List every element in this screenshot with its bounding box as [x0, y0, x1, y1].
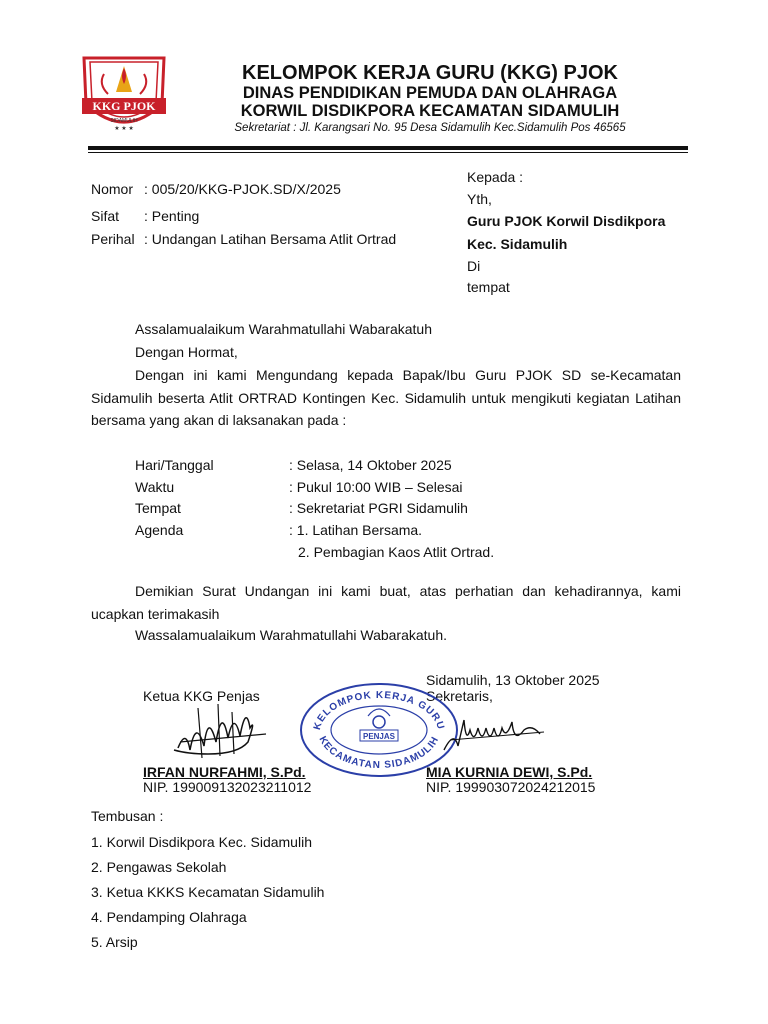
letterhead-rule-thin	[88, 152, 688, 153]
letterhead-title: KELOMPOK KERJA GURU (KKG) PJOK	[242, 62, 618, 84]
recipient-di: Di	[467, 258, 481, 274]
detail-agenda-1: : 1. Latihan Bersama.	[289, 522, 423, 538]
tembusan-item: 5. Arsip	[91, 934, 138, 950]
right-signer-name: MIA KURNIA DEWI, S.Pd.	[426, 764, 593, 780]
detail-agenda-label: Agenda	[135, 522, 184, 538]
letterhead-address: Sekretariat : Jl. Karangsari No. 95 Desa Sidamulih Kec.Sidamulih Pos 46565	[234, 122, 626, 134]
left-signer-nip: NIP. 199009132023211012	[143, 779, 312, 795]
detail-hari-label: Hari/Tanggal	[135, 457, 214, 473]
nomor-label: Nomor	[91, 181, 134, 197]
letterhead-line-3: KORWIL DISDIKPORA KECAMATAN SIDAMULIH	[240, 102, 620, 120]
tembusan-title: Tembusan :	[91, 808, 164, 824]
stamp-bottom-text: KECAMATAN SIDAMULIH	[316, 734, 442, 772]
tembusan-item: 1. Korwil Disdikpora Kec. Sidamulih	[91, 834, 312, 850]
letterhead-rule-thick	[88, 146, 688, 150]
tembusan-item: 3. Ketua KKKS Kecamatan Sidamulih	[91, 884, 325, 900]
recipient-tempat: tempat	[467, 279, 510, 295]
detail-tempat-label: Tempat	[135, 500, 181, 516]
logo-subtext: SIDAMULIH	[110, 118, 138, 124]
body-paragraph-1: Dengan ini kami Mengundang kepada Bapak/Ibu Guru PJOK SD se-Kecamatan Sidamulih beserta Atlit ORTRAD Kontingen Kec. Sidamulih untuk mengikuti kegiatan Latihan bersama yang akan di laksanakan pada :	[91, 367, 681, 428]
recipient-name-1: Guru PJOK Korwil Disdikpora	[467, 213, 666, 229]
detail-hari-value: : Selasa, 14 Oktober 2025	[289, 457, 452, 473]
right-signature	[440, 700, 550, 760]
perihal-value: : Undangan Latihan Bersama Atlit Ortrad	[144, 231, 397, 247]
detail-waktu-label: Waktu	[135, 479, 175, 495]
sifat-label: Sifat	[91, 208, 120, 224]
tembusan-item: 2. Pengawas Sekolah	[91, 859, 227, 875]
recipient-kepada: Kepada :	[467, 169, 524, 185]
greeting-hormat: Dengan Hormat,	[135, 344, 238, 360]
nomor-value: : 005/20/KKG-PJOK.SD/X/2025	[144, 181, 341, 197]
sifat-value: : Penting	[144, 208, 200, 224]
recipient-yth: Yth,	[467, 191, 492, 207]
closing-paragraph: Demikian Surat Undangan ini kami buat, atas perhatian dan kehadirannya, kami ucapkan terimakasih	[91, 583, 681, 622]
perihal-label: Perihal	[91, 231, 135, 247]
stamp-top-text: KELOMPOK KERJA GURU	[311, 689, 447, 732]
kkg-pjok-logo	[78, 48, 170, 138]
place-date: Sidamulih, 13 Oktober 2025	[426, 672, 600, 688]
detail-waktu-value: : Pukul 10:00 WIB – Selesai	[289, 479, 463, 495]
closing-wassalam: Wassalamualaikum Warahmatullahi Wabarakatuh.	[135, 627, 448, 643]
left-signer-name: IRFAN NURFAHMI, S.Pd.	[143, 764, 306, 780]
greeting-salam: Assalamualaikum Warahmatullahi Wabarakatuh	[135, 321, 432, 337]
right-signer-nip: NIP. 199903072024212015	[426, 779, 596, 795]
stamp-center-text: PENJAS	[362, 732, 396, 741]
detail-tempat-value: : Sekretariat PGRI Sidamulih	[289, 500, 468, 516]
recipient-name-2: Kec. Sidamulih	[467, 236, 568, 252]
logo-text: KKG PJOK	[92, 99, 156, 113]
tembusan-item: 4. Pendamping Olahraga	[91, 909, 247, 925]
left-signer-role: Ketua KKG Penjas	[143, 688, 260, 704]
left-signature	[168, 698, 278, 764]
svg-text:★ ★ ★: ★ ★ ★	[114, 126, 134, 132]
right-signer-role: Sekretaris,	[426, 688, 493, 704]
detail-agenda-2: 2. Pembagian Kaos Atlit Ortrad.	[298, 544, 495, 560]
letterhead-line-2: DINAS PENDIDIKAN PEMUDA DAN OLAHRAGA	[242, 84, 618, 102]
